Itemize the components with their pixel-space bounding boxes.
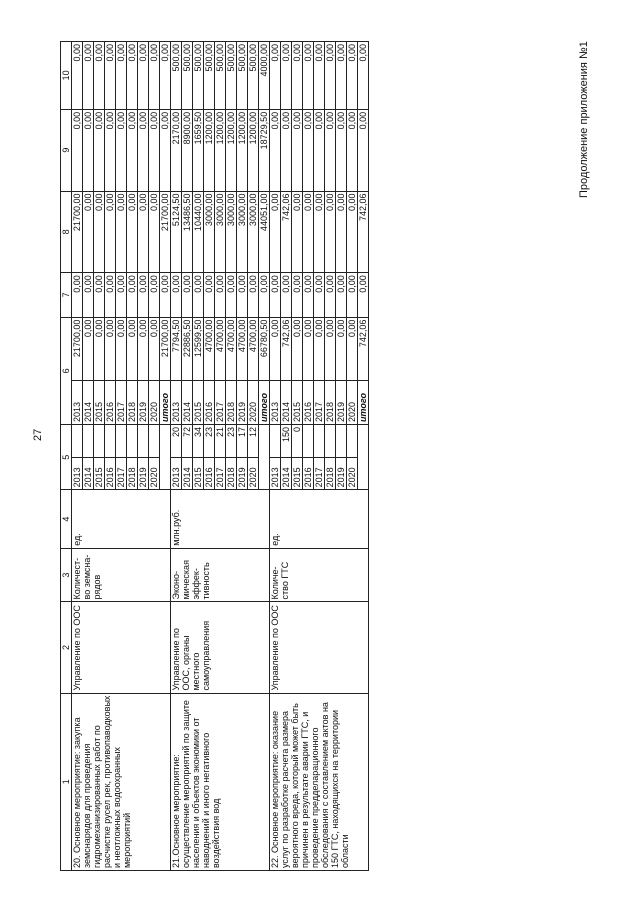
indicator-year: 2018: [127, 457, 138, 490]
indicator-year: 2018: [325, 457, 336, 490]
indicator-value: 21: [215, 425, 226, 458]
total-funding: 742,06: [281, 317, 292, 380]
regional-budget: 44051,00: [259, 191, 270, 273]
regional-budget: 0,00: [138, 191, 149, 273]
finance-year: 2013: [72, 380, 83, 424]
local-budget: 0,00: [325, 109, 336, 191]
regional-budget: 10440,00: [193, 191, 204, 273]
extra-budget: 500,00: [193, 42, 204, 110]
local-budget: 0,00: [292, 109, 303, 191]
indicator-year: 2014: [83, 457, 94, 490]
indicator-value: [105, 425, 116, 458]
federal-budget: 0,00: [248, 273, 259, 317]
column-header: 6: [61, 317, 72, 424]
local-budget: 0,00: [83, 109, 94, 191]
empty-cell: [160, 425, 171, 490]
indicator-value: [347, 425, 358, 458]
extra-budget: 0,00: [336, 42, 347, 110]
finance-year: 2013: [171, 380, 182, 424]
total-label: итого: [358, 380, 369, 424]
federal-budget: 0,00: [281, 273, 292, 317]
indicator-year: 2017: [314, 457, 325, 490]
federal-budget: 0,00: [105, 273, 116, 317]
federal-budget: 0,00: [259, 273, 270, 317]
responsible-executor: Управление по ООС, органы местного самоуправления: [171, 602, 270, 693]
empty-cell: [358, 425, 369, 490]
total-funding: 4700,00: [204, 317, 215, 380]
finance-year: 2020: [149, 380, 160, 424]
total-funding: 0,00: [116, 317, 127, 380]
total-funding: 0,00: [303, 317, 314, 380]
finance-year: 2016: [204, 380, 215, 424]
extra-budget: 0,00: [325, 42, 336, 110]
total-funding: 0,00: [127, 317, 138, 380]
finance-year: 2015: [193, 380, 204, 424]
finance-year: 2019: [237, 380, 248, 424]
extra-budget: 0,00: [83, 42, 94, 110]
federal-budget: 0,00: [160, 273, 171, 317]
extra-budget: 500,00: [237, 42, 248, 110]
extra-budget: 0,00: [270, 42, 281, 110]
local-budget: 1200,00: [237, 109, 248, 191]
local-budget: 0,00: [72, 109, 83, 191]
regional-budget: 742,06: [281, 191, 292, 273]
federal-budget: 0,00: [149, 273, 160, 317]
appendix-label: Продолжение приложения №1: [578, 41, 590, 198]
local-budget: 0,00: [149, 109, 160, 191]
finance-year: 2020: [248, 380, 259, 424]
responsible-executor: Управление по ООС: [72, 602, 171, 693]
federal-budget: 0,00: [204, 273, 215, 317]
local-budget: 0,00: [116, 109, 127, 191]
empty-cell: [259, 425, 270, 490]
indicator-value: [83, 425, 94, 458]
local-budget: 1200,00: [215, 109, 226, 191]
activity-description: 22. Основное мероприятие: оказание услуг по разработке расчета размера вероятного вреда, который может быть причинен в результате аварии ГТС, и проведение предделарационного обследования с составлением актов на 150 ГТС, находящихся на территории области: [270, 693, 369, 870]
finance-year: 2019: [138, 380, 149, 424]
indicator-year: 2015: [193, 457, 204, 490]
total-funding: 7794,50: [171, 317, 182, 380]
indicator-year: 2016: [303, 457, 314, 490]
indicator-year: 2015: [292, 457, 303, 490]
indicator-value: [116, 425, 127, 458]
extra-budget: 500,00: [215, 42, 226, 110]
total-label: итого: [160, 380, 171, 424]
indicator-value: 0: [292, 425, 303, 458]
indicator-year: 2017: [116, 457, 127, 490]
column-header: 2: [61, 602, 72, 693]
total-funding: 0,00: [325, 317, 336, 380]
extra-budget: 4000,00: [259, 42, 270, 110]
local-budget: 0,00: [105, 109, 116, 191]
finance-year: 2018: [325, 380, 336, 424]
indicator-value: 20: [171, 425, 182, 458]
regional-budget: 0,00: [105, 191, 116, 273]
extra-budget: 0,00: [358, 42, 369, 110]
federal-budget: 0,00: [193, 273, 204, 317]
federal-budget: 0,00: [127, 273, 138, 317]
federal-budget: 0,00: [325, 273, 336, 317]
indicator-value: [94, 425, 105, 458]
responsible-executor: Управление по ООС: [270, 602, 369, 693]
finance-year: 2016: [105, 380, 116, 424]
federal-budget: 0,00: [215, 273, 226, 317]
indicator-year: 2019: [336, 457, 347, 490]
local-budget: 0,00: [138, 109, 149, 191]
local-budget: 1200,00: [248, 109, 259, 191]
indicator-year: 2013: [72, 457, 83, 490]
indicator-year: 2016: [204, 457, 215, 490]
regional-budget: 5124,50: [171, 191, 182, 273]
extra-budget: 0,00: [347, 42, 358, 110]
regional-budget: 0,00: [270, 191, 281, 273]
total-funding: 0,00: [149, 317, 160, 380]
indicator-year: 2019: [237, 457, 248, 490]
indicator-year: 2013: [171, 457, 182, 490]
indicator-value: [325, 425, 336, 458]
regional-budget: 3000,00: [204, 191, 215, 273]
federal-budget: 0,00: [347, 273, 358, 317]
column-header: 8: [61, 191, 72, 273]
total-funding: 0,00: [292, 317, 303, 380]
indicator-value: [336, 425, 347, 458]
total-funding: 0,00: [138, 317, 149, 380]
indicator-value: 72: [182, 425, 193, 458]
finance-year: 2014: [182, 380, 193, 424]
column-header: 4: [61, 490, 72, 548]
total-funding: 4700,00: [226, 317, 237, 380]
indicator-unit: млн.руб.: [171, 490, 270, 548]
table-row: [171, 42, 182, 871]
regional-budget: 0,00: [149, 191, 160, 273]
federal-budget: 0,00: [83, 273, 94, 317]
federal-budget: 0,00: [237, 273, 248, 317]
column-number-row: [61, 42, 72, 871]
column-header: 10: [61, 42, 72, 110]
finance-year: 2015: [94, 380, 105, 424]
total-funding: 21700,00: [72, 317, 83, 380]
federal-budget: 0,00: [138, 273, 149, 317]
extra-budget: 0,00: [127, 42, 138, 110]
federal-budget: 0,00: [226, 273, 237, 317]
regional-budget: 0,00: [127, 191, 138, 273]
indicator-value: [270, 425, 281, 458]
regional-budget: 742,06: [358, 191, 369, 273]
finance-year: 2020: [347, 380, 358, 424]
federal-budget: 0,00: [336, 273, 347, 317]
finance-year: 2017: [314, 380, 325, 424]
extra-budget: 0,00: [292, 42, 303, 110]
regional-budget: 3000,00: [248, 191, 259, 273]
indicator-name: Эконо-мическая эффек-тивность: [171, 548, 270, 602]
indicator-year: 2016: [105, 457, 116, 490]
indicator-year: 2018: [226, 457, 237, 490]
federal-budget: 0,00: [292, 273, 303, 317]
indicator-unit: ед.: [270, 490, 369, 548]
extra-budget: 0,00: [105, 42, 116, 110]
total-funding: 66780,50: [259, 317, 270, 380]
indicator-year: 2020: [347, 457, 358, 490]
federal-budget: 0,00: [358, 273, 369, 317]
federal-budget: 0,00: [303, 273, 314, 317]
total-funding: 0,00: [94, 317, 105, 380]
extra-budget: 0,00: [303, 42, 314, 110]
finance-year: 2015: [292, 380, 303, 424]
local-budget: 0,00: [314, 109, 325, 191]
total-funding: 0,00: [83, 317, 94, 380]
finance-year: 2013: [270, 380, 281, 424]
federal-budget: 0,00: [72, 273, 83, 317]
table-row: [270, 42, 281, 871]
indicator-year: 2014: [182, 457, 193, 490]
extra-budget: 0,00: [138, 42, 149, 110]
local-budget: 0,00: [358, 109, 369, 191]
total-funding: 0,00: [347, 317, 358, 380]
federal-budget: 0,00: [270, 273, 281, 317]
finance-year: 2017: [215, 380, 226, 424]
federal-budget: 0,00: [171, 273, 182, 317]
regional-budget: 0,00: [325, 191, 336, 273]
indicator-value: 34: [193, 425, 204, 458]
indicator-year: 2013: [270, 457, 281, 490]
local-budget: 1200,00: [226, 109, 237, 191]
indicator-value: [149, 425, 160, 458]
regional-budget: 0,00: [347, 191, 358, 273]
regional-budget: 0,00: [83, 191, 94, 273]
total-funding: 22886,50: [182, 317, 193, 380]
indicator-year: 2014: [281, 457, 292, 490]
indicator-year: 2020: [248, 457, 259, 490]
indicator-year: 2015: [94, 457, 105, 490]
indicator-value: 23: [226, 425, 237, 458]
local-budget: 0,00: [127, 109, 138, 191]
column-header: 5: [61, 425, 72, 490]
finance-year: 2018: [226, 380, 237, 424]
column-header: 9: [61, 109, 72, 191]
table-body: [72, 42, 369, 871]
local-budget: 1659,50: [193, 109, 204, 191]
column-header: 7: [61, 273, 72, 317]
local-budget: 0,00: [303, 109, 314, 191]
extra-budget: 500,00: [204, 42, 215, 110]
federal-budget: 0,00: [94, 273, 105, 317]
indicator-name: Количе-ство ГТС: [270, 548, 369, 602]
indicator-year: 2017: [215, 457, 226, 490]
federal-budget: 0,00: [182, 273, 193, 317]
indicator-name: Количест-во земсна-рядов: [72, 548, 171, 602]
finance-year: 2016: [303, 380, 314, 424]
regional-budget: 0,00: [303, 191, 314, 273]
regional-budget: 21700,00: [160, 191, 171, 273]
regional-budget: 0,00: [292, 191, 303, 273]
local-budget: 0,00: [160, 109, 171, 191]
local-budget: 0,00: [281, 109, 292, 191]
extra-budget: 0,00: [149, 42, 160, 110]
extra-budget: 0,00: [72, 42, 83, 110]
indicator-value: [72, 425, 83, 458]
indicator-unit: ед.: [72, 490, 171, 548]
total-funding: 0,00: [336, 317, 347, 380]
finance-year: 2017: [116, 380, 127, 424]
total-funding: 4700,00: [215, 317, 226, 380]
column-header: 1: [61, 693, 72, 870]
finance-year: 2014: [83, 380, 94, 424]
local-budget: 8900,00: [182, 109, 193, 191]
activity-description: 21.Основное мероприятие: осуществление мероприятий по защите населения и объектов экономики от наводнений и иного негативного воздействия вод: [171, 693, 270, 870]
local-budget: 18729,50: [259, 109, 270, 191]
finance-year: 2018: [127, 380, 138, 424]
total-funding: 0,00: [270, 317, 281, 380]
federal-budget: 0,00: [116, 273, 127, 317]
indicator-year: 2019: [138, 457, 149, 490]
regional-budget: 0,00: [336, 191, 347, 273]
indicator-value: [138, 425, 149, 458]
budget-table: [60, 41, 369, 871]
regional-budget: 0,00: [116, 191, 127, 273]
total-funding: 12599,50: [193, 317, 204, 380]
total-funding: 21700,00: [160, 317, 171, 380]
total-funding: 4700,00: [237, 317, 248, 380]
local-budget: 2170,00: [171, 109, 182, 191]
column-header: 3: [61, 548, 72, 602]
extra-budget: 500,00: [226, 42, 237, 110]
indicator-year: 2020: [149, 457, 160, 490]
indicator-value: [127, 425, 138, 458]
total-funding: 742,06: [358, 317, 369, 380]
total-funding: 4700,00: [248, 317, 259, 380]
indicator-value: 12: [248, 425, 259, 458]
extra-budget: 500,00: [248, 42, 259, 110]
indicator-value: [303, 425, 314, 458]
extra-budget: 0,00: [314, 42, 325, 110]
local-budget: 0,00: [94, 109, 105, 191]
extra-budget: 0,00: [94, 42, 105, 110]
finance-year: 2014: [281, 380, 292, 424]
regional-budget: 3000,00: [226, 191, 237, 273]
regional-budget: 21700,00: [72, 191, 83, 273]
total-label: итого: [259, 380, 270, 424]
total-funding: 0,00: [314, 317, 325, 380]
total-funding: 0,00: [105, 317, 116, 380]
regional-budget: 3000,00: [237, 191, 248, 273]
table-row: [72, 42, 83, 871]
regional-budget: 13486,50: [182, 191, 193, 273]
activity-description: 20. Основное мероприятие: закупка земснарядов для проведения гидромеханизированных работ по расчистке русел рек, противопаводковых и неотложных водоохранных мероприятий: [72, 693, 171, 870]
regional-budget: 0,00: [314, 191, 325, 273]
indicator-value: 17: [237, 425, 248, 458]
regional-budget: 3000,00: [215, 191, 226, 273]
local-budget: 0,00: [270, 109, 281, 191]
regional-budget: 0,00: [94, 191, 105, 273]
indicator-value: 150: [281, 425, 292, 458]
extra-budget: 500,00: [182, 42, 193, 110]
finance-year: 2019: [336, 380, 347, 424]
indicator-value: [314, 425, 325, 458]
extra-budget: 500,00: [171, 42, 182, 110]
federal-budget: 0,00: [314, 273, 325, 317]
local-budget: 1200,00: [204, 109, 215, 191]
local-budget: 0,00: [347, 109, 358, 191]
extra-budget: 0,00: [116, 42, 127, 110]
indicator-value: 23: [204, 425, 215, 458]
rotated-table-container: [60, 41, 530, 871]
local-budget: 0,00: [336, 109, 347, 191]
extra-budget: 0,00: [281, 42, 292, 110]
extra-budget: 0,00: [160, 42, 171, 110]
page-number: 27: [32, 428, 44, 441]
